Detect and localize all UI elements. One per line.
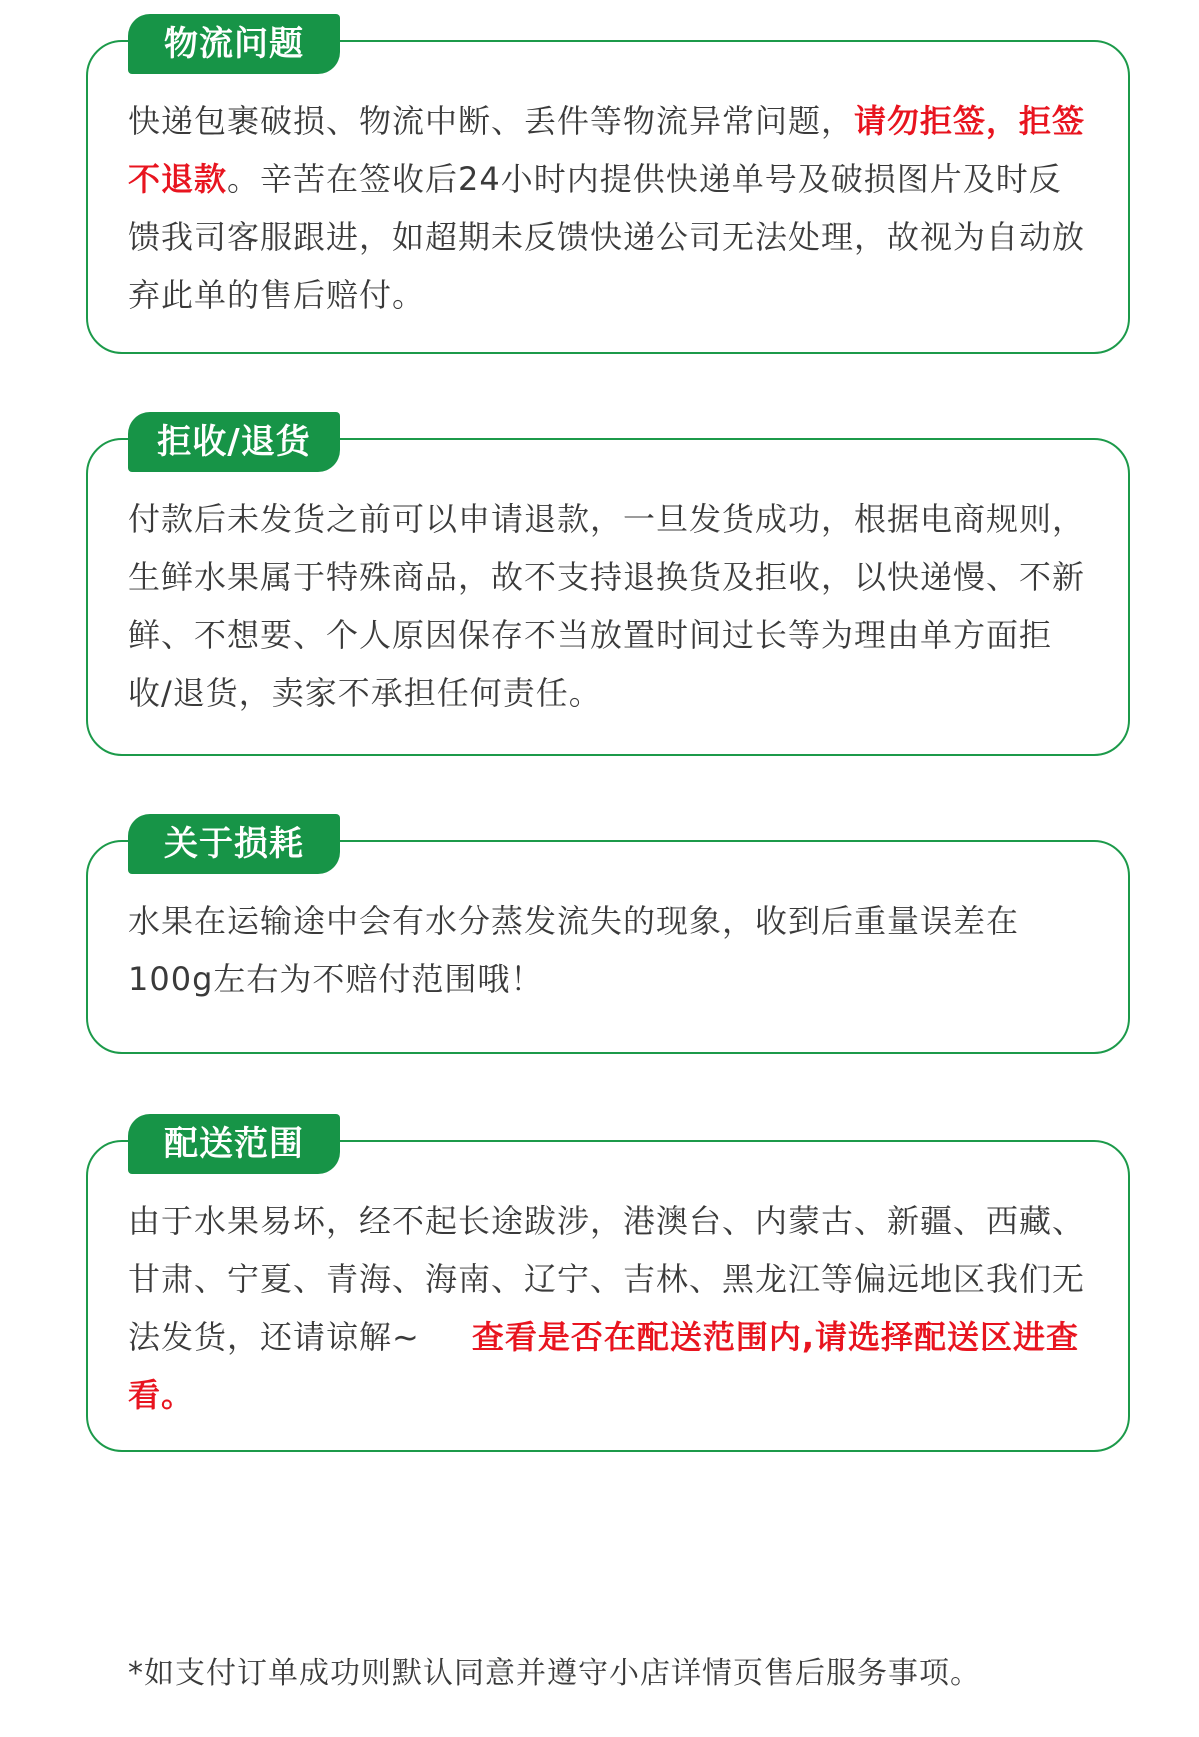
loss-title-tag: 关于损耗 — [128, 814, 340, 874]
delivery-scope-text-main: 由于水果易坏，经不起长途跋涉，港澳台、内蒙古、新疆、西藏、甘肃、宁夏、青海、海南、辽宁、吉林、黑龙江等偏远地区我们无法发货，还请谅解~ — [128, 1202, 1086, 1356]
logistics-text-part2: 。辛苦在签收后24小时内提供快递单号及破损图片及时反馈我司客服跟进，如超期未反馈快递公司无法处理，故视为自动放弃此单的售后赔付。 — [128, 160, 1086, 314]
logistics-title-tag: 物流问题 — [128, 14, 340, 74]
logistics-warning: 请勿拒签，拒签不退款 — [128, 102, 1086, 198]
delivery-scope-check-link[interactable]: 查看是否在配送范围内,请选择配送区进查看。 — [128, 1318, 1079, 1414]
footer-note: *如支付订单成功则默认同意并遵守小店详情页售后服务事项。 — [128, 1656, 981, 1691]
delivery-scope-title-tag: 配送范围 — [128, 1114, 340, 1174]
delivery-scope-text — [128, 1192, 1088, 1424]
reject-return-text: 付款后未发货之前可以申请退款，一旦发货成功，根据电商规则，生鲜水果属于特殊商品，故不支持退换货及拒收，以快递慢、不新鲜、不想要、个人原因保存不当放置时间过长等为理由单方面拒收/退货，卖家不承担任何责任。 — [128, 500, 1086, 712]
reject-return-title-tag: 拒收/退货 — [128, 412, 340, 472]
logistics-text — [128, 92, 1088, 324]
loss-text: 水果在运输途中会有水分蒸发流失的现象，收到后重量误差在100g左右为不赔付范围哦！ — [128, 902, 1020, 998]
logistics-text-part1: 快递包裹破损、物流中断、丢件等物流异常问题， — [128, 102, 855, 140]
